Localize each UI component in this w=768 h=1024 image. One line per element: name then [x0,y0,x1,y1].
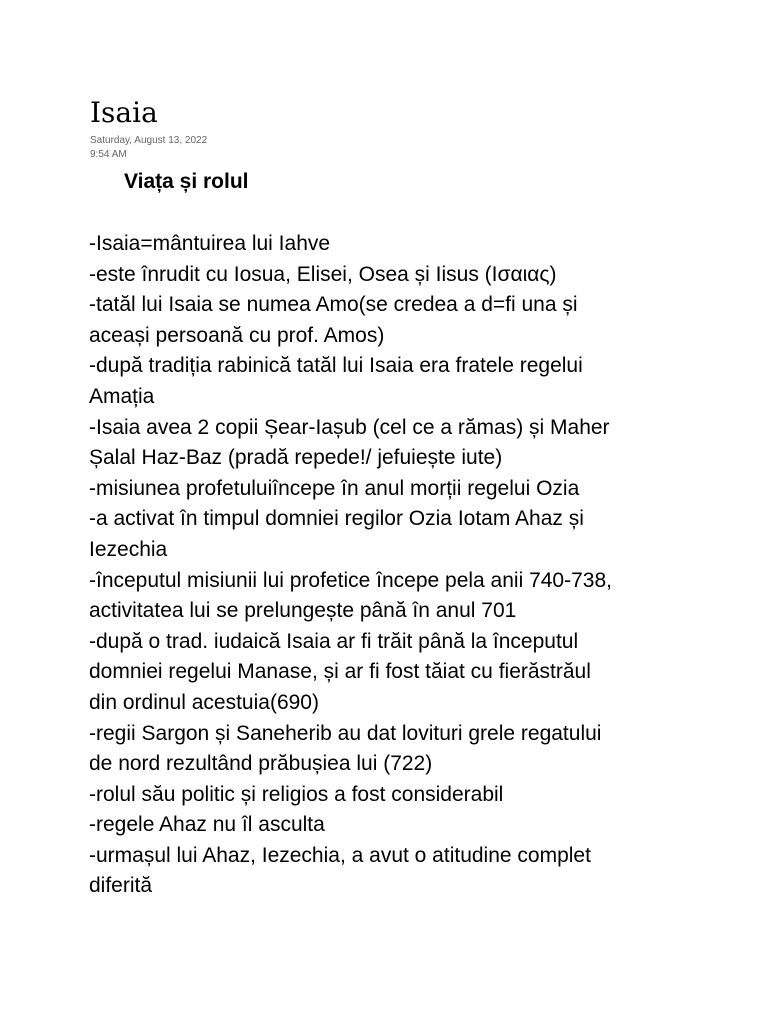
section-heading: Viața și rolul [124,170,249,193]
note-line: -misiunea profetuluiîncepe în anul morții regelui Ozia [89,476,580,500]
note-body [89,229,754,902]
note-line: -este înrudit cu Iosua, Elisei, Osea și Iisus (Ισαιας) [89,262,557,286]
note-line: -după o trad. iudaică Isaia ar fi trăit până la începutul [89,629,579,653]
note-line: -regele Ahaz nu îl asculta [89,813,325,837]
page-time: 9:54 AM [90,149,127,160]
note-line: -a activat în timpul domniei regilor Ozia Iotam Ahaz și [89,507,584,531]
note-line: domniei regelui Manase, și ar fi fost tăiat cu fierăstrăul [89,660,591,684]
note-line: -regii Sargon și Saneherib au dat lovituri grele regatului [89,721,602,745]
page-timestamp [90,134,207,162]
note-line: -rolul său politic și religios a fost considerabil [89,782,504,806]
note-line: -începutul misiunii lui profetice începe pela anii 740-738, [89,568,612,592]
page-date: Saturday, August 13, 2022 [90,135,208,146]
page-title: Isaia [90,96,158,129]
note-line: -Isaia avea 2 copii Șear-Iașub (cel ce a rămas) și Maher [89,415,610,439]
note-line: -urmașul lui Ahaz, Iezechia, a avut o atitudine complet [89,843,591,867]
note-line: -tatăl lui Isaia se numea Amo(se credea a d=fi una și [89,293,578,317]
note-line: din ordinul acestuia(690) [89,690,319,714]
note-line: Șalal Haz-Baz (pradă repede!/ jefuiește iute) [89,446,503,470]
note-line: Amația [89,384,155,408]
note-line: -Isaia=mântuirea lui Iahve [89,232,331,255]
note-line: diferită [89,874,153,898]
note-line: activitatea lui se prelungește până în anul 701 [89,599,517,623]
note-line: Iezechia [89,537,168,561]
note-line: -după tradiția rabinică tatăl lui Isaia era fratele regelui [89,354,583,378]
note-line: de nord rezultând prăbușiea lui (722) [89,752,433,776]
note-line: aceași persoană cu prof. Amos) [89,323,385,347]
